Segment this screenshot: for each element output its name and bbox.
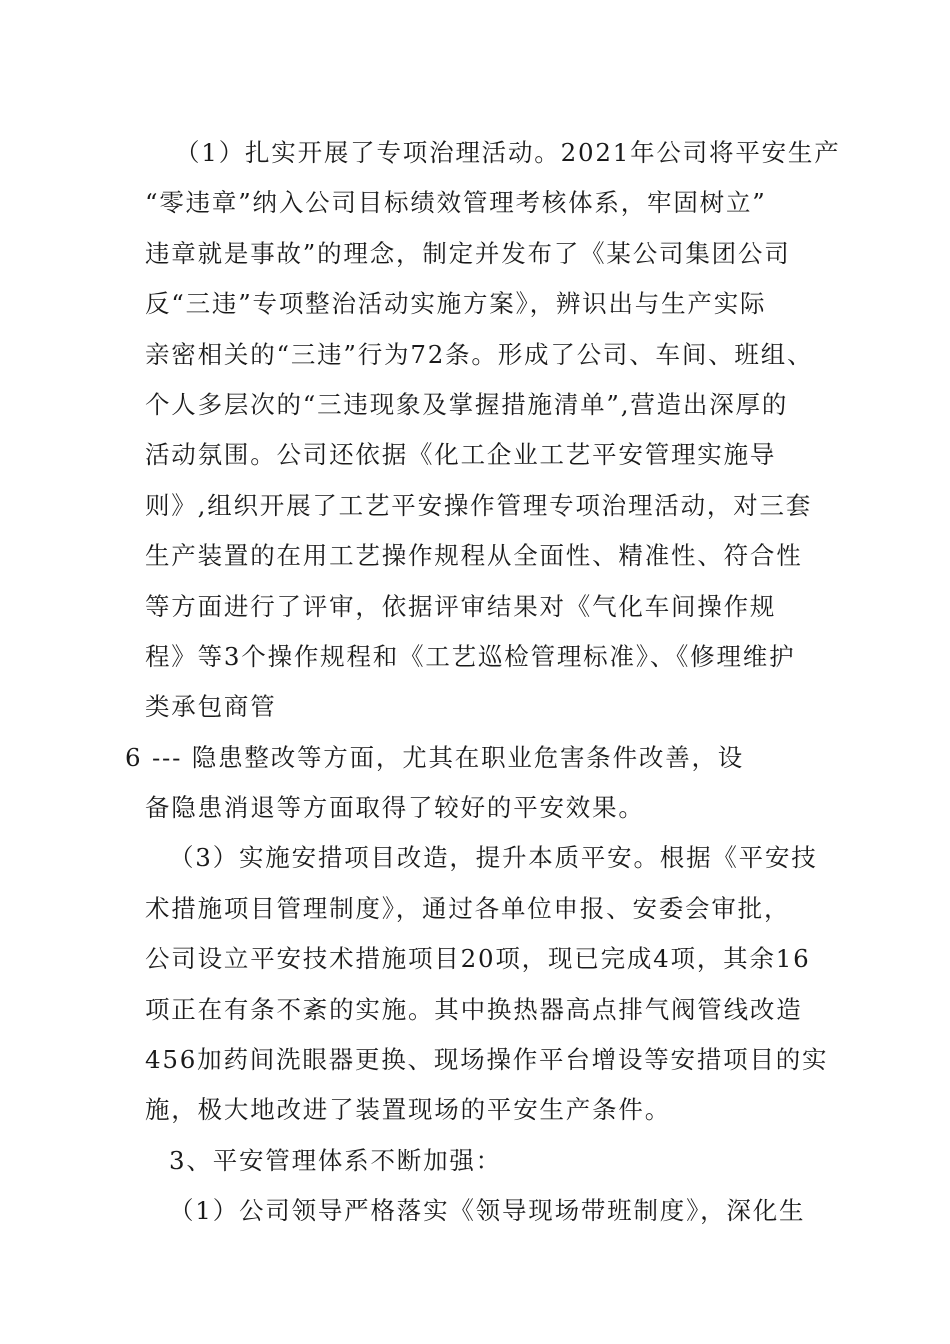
text-line: （3）实施安措项目改造，提升本质平安。根据《平安技 xyxy=(169,843,818,873)
text-line: 施，极大地改进了装置现场的平安生产条件。 xyxy=(145,1095,671,1125)
text-line: 则》,组织开展了工艺平安操作管理专项治理活动，对三套 xyxy=(145,490,813,520)
text-line: 6 --- 隐患整改等方面，尤其在职业危害条件改善，设 xyxy=(125,742,745,772)
paragraph-leadership-duty xyxy=(145,1186,815,1236)
paragraph-hazard-rectification xyxy=(125,733,815,834)
text-line: 项正在有条不紊的实施。其中换热器高点排气阀管线改造 xyxy=(145,994,803,1024)
text-line: 程》等3个操作规程和《工艺巡检管理标准》、《修理维护 xyxy=(145,641,796,671)
text-line: 等方面进行了评审，依据评审结果对《气化车间操作规 xyxy=(145,591,777,621)
text-line: （1）公司领导严格落实《领导现场带班制度》，深化生 xyxy=(169,1196,806,1226)
text-line: 个人多层次的“三违现象及掌握措施清单”,营造出深厚的 xyxy=(145,389,789,419)
text-line: 反“三违”专项整治活动实施方案》，辨识出与生产实际 xyxy=(145,289,767,319)
text-line: 456加药间洗眼器更换、现场操作平台增设等安措项目的实 xyxy=(145,1045,829,1075)
text-line: 备隐患消退等方面取得了较好的平安效果。 xyxy=(145,793,645,823)
text-line: 亲密相关的“三违”行为72条。形成了公司、车间、班组、 xyxy=(145,339,814,369)
text-line: 公司设立平安技术措施项目20项，现已完成4项，其余16 xyxy=(145,944,811,974)
section-heading-management-system xyxy=(145,1136,815,1186)
paragraph-special-governance xyxy=(145,128,841,733)
text-line: 违章就是事故”的理念，制定并发布了《某公司集团公司 xyxy=(145,238,791,268)
text-line: 活动氛围。公司还依据《化工企业工艺平安管理实施导 xyxy=(145,440,777,470)
text-line: 术措施项目管理制度》，通过各单位申报、安委会审批， xyxy=(145,893,791,923)
section-heading: 3、平安管理体系不断加强： xyxy=(169,1145,502,1175)
text-line: （1）扎实开展了专项治理活动。2021年公司将平安生产 xyxy=(175,138,841,167)
paragraph-safety-measures xyxy=(145,833,829,1135)
text-line: “零违章”纳入公司目标绩效管理考核体系，牢固树立” xyxy=(145,188,767,218)
text-line: 类承包商管 xyxy=(145,692,277,722)
document-body xyxy=(125,128,841,1237)
text-line: 生产装置的在用工艺操作规程从全面性、精准性、符合性 xyxy=(145,541,803,571)
